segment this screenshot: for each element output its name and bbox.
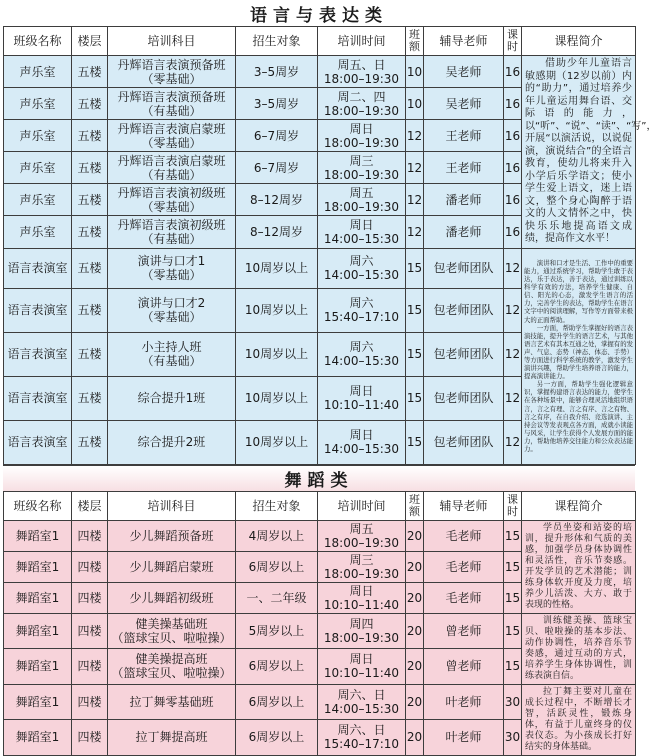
class-name-cell: 语言表演室 <box>4 376 72 420</box>
column-header: 楼层 <box>72 491 108 520</box>
cell-line: 周日 <box>349 217 374 232</box>
cell-line: 14:00–15:30 <box>323 701 400 716</box>
class-name-cell: 语言表演室 <box>4 420 72 464</box>
column-header: 招生对象 <box>236 491 318 520</box>
dance-section-title: 舞蹈类 <box>3 465 635 491</box>
class-name-cell: 舞蹈室1 <box>4 649 72 685</box>
time-cell <box>318 613 406 649</box>
class-size-cell: 12 <box>406 216 424 248</box>
cell-line: 综合提升2班 <box>137 435 206 449</box>
cell-line: （篮球宝贝、啦啦操） <box>111 630 232 645</box>
floor-cell: 五楼 <box>72 88 108 120</box>
hours-cell: 30 <box>504 720 522 756</box>
cell-line: （有基础） <box>141 354 202 368</box>
description-paragraph: 借助少年儿童语言敏感期（12岁以前）内的“助力”，通过培养少年儿童运用舞台语、交际语的能力，以“听”、“说”、“读”、“写”，开展“以演活说，以说促演，演说结合”的全语言教育，使幼儿将来升入小学后乐学语文；使小学生爱上语文，迷上语文，整个身心陶醉于语文的人文情怀之中，快快乐乐地提高语文成绩，提高作文水平！ <box>525 58 656 244</box>
cell-line: 18:00–19:30 <box>323 535 400 550</box>
hours-cell: 12 <box>504 288 522 332</box>
cell-line: 周六 <box>349 340 374 354</box>
column-header: 课程简介 <box>522 491 636 520</box>
class-size-cell: 20 <box>406 649 424 685</box>
hours-cell: 15 <box>504 613 522 649</box>
column-header: 培训科目 <box>108 27 236 56</box>
target-cell: 10周岁以上 <box>236 248 318 288</box>
description-paragraph: 学员坐姿和站姿的培训，提升形体和气质的美感，加强学员身体协调性和灵活性，音乐节奏感。开发学员的艺术潜能；训练身体软开度及力度，培养少儿活泼、大方、敢于表现的性格。 <box>525 522 632 610</box>
target-cell: 10周岁以上 <box>236 288 318 332</box>
target-cell: 8–12周岁 <box>236 216 318 248</box>
hours-cell: 12 <box>504 420 522 464</box>
course-description-cell <box>522 248 636 464</box>
cell-line: 丹辉语言表演初级班 <box>117 185 226 200</box>
class-size-cell: 15 <box>406 288 424 332</box>
cell-line: 10:10–11:40 <box>323 666 400 681</box>
time-cell <box>318 649 406 685</box>
class-name-cell: 语言表演室 <box>4 288 72 332</box>
teacher-cell: 包老师团队 <box>424 376 504 420</box>
cell-line: 拉丁舞提高班 <box>135 730 208 745</box>
teacher-cell: 包老师团队 <box>424 248 504 288</box>
teacher-cell: 包老师团队 <box>424 332 504 376</box>
class-name-cell: 声乐室 <box>4 88 72 120</box>
floor-cell: 五楼 <box>72 120 108 152</box>
time-cell <box>318 184 406 216</box>
time-cell <box>318 152 406 184</box>
floor-cell: 五楼 <box>72 332 108 376</box>
subject-cell <box>108 216 236 248</box>
subject-cell <box>108 120 236 152</box>
cell-line: 10:10–11:40 <box>323 597 400 612</box>
column-header: 班级名称 <box>4 27 72 56</box>
class-size-cell: 15 <box>406 248 424 288</box>
hours-cell: 12 <box>504 376 522 420</box>
target-cell: 6–7周岁 <box>236 152 318 184</box>
cell-line: 周日 <box>349 583 374 598</box>
time-cell <box>318 582 406 613</box>
language-table-header <box>4 27 636 56</box>
class-size-cell: 20 <box>406 613 424 649</box>
target-cell: 10周岁以上 <box>236 332 318 376</box>
class-name-cell: 舞蹈室1 <box>4 582 72 613</box>
cell-line: 拉丁舞零基础班 <box>129 694 214 709</box>
cell-line: 小主持人班 <box>141 340 202 354</box>
class-size-cell: 20 <box>406 684 424 720</box>
cell-line: 周日 <box>349 428 374 442</box>
cell-line: 少儿舞蹈启蒙班 <box>129 559 214 574</box>
cell-line: 周日 <box>349 652 374 667</box>
class-size-cell: 20 <box>406 720 424 756</box>
cell-line: 周二、四 <box>337 89 386 104</box>
teacher-cell: 包老师团队 <box>424 420 504 464</box>
class-name-cell: 语言表演室 <box>4 248 72 288</box>
class-size-cell: 15 <box>406 332 424 376</box>
cell-line: （有基础） <box>141 103 202 118</box>
hours-cell: 16 <box>504 56 522 88</box>
target-cell: 8–12周岁 <box>236 184 318 216</box>
description-paragraph: 训练健美操、篮球宝贝、啦啦操的基本步法、动作协调性，培养音乐节奏感，通过互动的方式，培养学生身体协调性，训练表演自信。 <box>525 615 632 681</box>
floor-cell: 五楼 <box>72 420 108 464</box>
column-header: 班额 <box>406 491 424 520</box>
course-description-cell <box>522 684 636 755</box>
time-cell <box>318 288 406 332</box>
teacher-cell: 包老师团队 <box>424 288 504 332</box>
cell-line: 丹辉语言表演启蒙班 <box>117 153 226 168</box>
subject-cell <box>108 613 236 649</box>
subject-cell <box>108 551 236 582</box>
cell-line: （零基础） <box>141 268 202 282</box>
class-size-cell: 12 <box>406 184 424 216</box>
cell-line: 周日 <box>349 384 374 398</box>
floor-cell: 四楼 <box>72 720 108 756</box>
target-cell: 10周岁以上 <box>236 376 318 420</box>
hours-cell: 16 <box>504 120 522 152</box>
cell-line: 周六、日 <box>337 687 386 702</box>
cell-line: 健美操提高班 <box>135 652 208 667</box>
column-header: 招生对象 <box>236 27 318 56</box>
cell-line: 少儿舞蹈初级班 <box>129 590 214 605</box>
class-size-cell: 12 <box>406 152 424 184</box>
class-name-cell: 声乐室 <box>4 152 72 184</box>
target-cell: 6–7周岁 <box>236 120 318 152</box>
class-name-cell: 语言表演室 <box>4 332 72 376</box>
teacher-cell: 叶老师 <box>424 720 504 756</box>
class-size-cell: 20 <box>406 551 424 582</box>
cell-line: 综合提升1班 <box>137 391 206 405</box>
cell-line: 10:10–11:40 <box>323 398 400 412</box>
time-cell <box>318 684 406 720</box>
subject-cell <box>108 152 236 184</box>
cell-line: 丹辉语言表演预备班 <box>117 89 226 104</box>
teacher-cell: 叶老师 <box>424 684 504 720</box>
hours-cell: 30 <box>504 684 522 720</box>
description-paragraph: 演讲和口才是生活、工作中的重要能力，通过系统学习，帮助学生敢于表达，乐于表达，善于表达，通过训练以科学有效的方法，培养学生健康、自信、阳光的心态，激发学生语言的活力，完善学生的表达，帮助学生在语言文字中的阅读理解，写作等方面带来极大的正面帮助。 <box>524 258 633 324</box>
subject-cell <box>108 56 236 88</box>
cell-line: 15:40–17:10 <box>323 310 400 324</box>
cell-line: 18:00–19:30 <box>323 135 400 150</box>
teacher-cell: 毛老师 <box>424 551 504 582</box>
cell-line: 少儿舞蹈预备班 <box>129 528 214 543</box>
floor-cell: 五楼 <box>72 288 108 332</box>
cell-line: （零基础） <box>141 199 202 214</box>
time-cell <box>318 520 406 551</box>
teacher-cell: 毛老师 <box>424 582 504 613</box>
cell-line: 周六 <box>349 254 374 268</box>
hours-cell: 12 <box>504 332 522 376</box>
time-cell <box>318 420 406 464</box>
cell-line: 周六 <box>349 296 374 310</box>
class-name-cell: 舞蹈室1 <box>4 684 72 720</box>
floor-cell: 五楼 <box>72 216 108 248</box>
floor-cell: 五楼 <box>72 376 108 420</box>
cell-line: （零基础） <box>141 135 202 150</box>
cell-line: 18:00–19:30 <box>323 167 400 182</box>
class-size-cell: 15 <box>406 376 424 420</box>
cell-line: 周五、日 <box>337 57 386 72</box>
cell-line: 14:00–15:30 <box>323 268 400 282</box>
subject-cell <box>108 184 236 216</box>
course-description-cell <box>522 520 636 613</box>
column-header: 楼层 <box>72 27 108 56</box>
floor-cell: 四楼 <box>72 649 108 685</box>
class-name-cell: 舞蹈室1 <box>4 720 72 756</box>
teacher-cell: 吴老师 <box>424 56 504 88</box>
floor-cell: 四楼 <box>72 551 108 582</box>
cell-line: （有基础） <box>141 231 202 246</box>
floor-cell: 五楼 <box>72 184 108 216</box>
target-cell: 5周岁以上 <box>236 613 318 649</box>
subject-cell <box>108 248 236 288</box>
subject-cell <box>108 582 236 613</box>
target-cell: 10周岁以上 <box>236 420 318 464</box>
cell-line: （零基础） <box>141 71 202 86</box>
teacher-cell: 毛老师 <box>424 520 504 551</box>
dance-table-header <box>4 491 636 520</box>
column-header: 班级名称 <box>4 491 72 520</box>
class-name-cell: 声乐室 <box>4 216 72 248</box>
table-row <box>4 56 636 88</box>
column-header: 培训时间 <box>318 491 406 520</box>
language-course-table <box>3 26 656 465</box>
floor-cell: 五楼 <box>72 248 108 288</box>
subject-cell <box>108 332 236 376</box>
hours-cell: 12 <box>504 248 522 288</box>
hours-cell: 15 <box>504 551 522 582</box>
class-size-cell: 20 <box>406 582 424 613</box>
time-cell <box>318 120 406 152</box>
floor-cell: 四楼 <box>72 582 108 613</box>
dance-course-table <box>3 491 636 756</box>
floor-cell: 四楼 <box>72 684 108 720</box>
description-paragraph: 拉丁舞主要对儿童在成长过程中，不断增长才智，活跃灵性，锻炼身体，有益于儿童终身的仪表仪态。为小孩成长打好结实的身体基础。 <box>525 686 632 752</box>
class-name-cell: 舞蹈室1 <box>4 613 72 649</box>
subject-cell <box>108 684 236 720</box>
course-description-cell <box>522 613 636 684</box>
hours-cell: 15 <box>504 582 522 613</box>
cell-line: 健美操基础班 <box>135 616 208 631</box>
floor-cell: 五楼 <box>72 56 108 88</box>
time-cell <box>318 720 406 756</box>
cell-line: 14:00–15:30 <box>323 442 400 456</box>
cell-line: 18:00–19:30 <box>323 103 400 118</box>
table-row <box>4 248 636 288</box>
time-cell <box>318 332 406 376</box>
time-cell <box>318 88 406 120</box>
class-size-cell: 10 <box>406 88 424 120</box>
cell-line: 14:00–15:30 <box>323 231 400 246</box>
teacher-cell: 潘老师 <box>424 184 504 216</box>
hours-cell: 16 <box>504 88 522 120</box>
cell-line: 18:00–19:30 <box>323 566 400 581</box>
cell-line: 18:00–19:30 <box>323 630 400 645</box>
subject-cell <box>108 88 236 120</box>
cell-line: 周日 <box>349 121 374 136</box>
hours-cell: 16 <box>504 216 522 248</box>
time-cell <box>318 376 406 420</box>
target-cell: 6周岁以上 <box>236 649 318 685</box>
language-section-title: 语言与表达类 <box>3 0 635 26</box>
subject-cell <box>108 720 236 756</box>
class-name-cell: 声乐室 <box>4 184 72 216</box>
time-cell <box>318 216 406 248</box>
cell-line: 演讲与口才2 <box>137 296 206 310</box>
target-cell: 6周岁以上 <box>236 720 318 756</box>
hours-cell: 16 <box>504 184 522 216</box>
cell-line: 丹辉语言表演启蒙班 <box>117 121 226 136</box>
subject-cell <box>108 420 236 464</box>
time-cell <box>318 551 406 582</box>
cell-line: 周三 <box>349 153 374 168</box>
hours-cell: 16 <box>504 152 522 184</box>
cell-line: （零基础） <box>141 310 202 324</box>
class-size-cell: 10 <box>406 56 424 88</box>
description-paragraph: 一方面，帮助学生掌握好的语言表演技能，提升学生的语言艺术，与其他语言艺术有其本互通之处，掌握有的发声、气息、态势（神态、体态、手势）等方面进行科学系统的教学，激发学生演讲兴趣，帮助学生培养语言的能力，提高演讲能力。 <box>524 323 633 381</box>
class-size-cell: 20 <box>406 520 424 551</box>
cell-line: 丹辉语言表演预备班 <box>117 57 226 72</box>
cell-line: 18:00–19:30 <box>323 199 400 214</box>
course-description-cell <box>522 56 656 249</box>
column-header: 辅导老师 <box>424 491 504 520</box>
cell-line: 14:00–15:30 <box>323 354 400 368</box>
table-row <box>4 684 636 720</box>
column-header: 培训科目 <box>108 491 236 520</box>
floor-cell: 四楼 <box>72 520 108 551</box>
subject-cell <box>108 288 236 332</box>
target-cell: 4周岁以上 <box>236 520 318 551</box>
target-cell: 6周岁以上 <box>236 551 318 582</box>
subject-cell <box>108 649 236 685</box>
class-size-cell: 12 <box>406 120 424 152</box>
cell-line: 周四 <box>349 616 374 631</box>
description-paragraph: 另一方面，帮助学生强化逻辑意识，掌握构建语言表达的能力，使学生在各种场景中，能够合理灵活地组织语言，言之有理、言之有序、言之有物、言之有序，在自我介绍、竞选演讲、主持会议等发表观点各方面，成就小读能与风采，让学生获得个人发展方面的能力，帮助他培养交往能力和公众表达能力。 <box>524 380 633 454</box>
target-cell: 3–5周岁 <box>236 88 318 120</box>
table-row <box>4 613 636 649</box>
subject-cell <box>108 520 236 551</box>
class-name-cell: 舞蹈室1 <box>4 551 72 582</box>
class-name-cell: 声乐室 <box>4 120 72 152</box>
time-cell <box>318 56 406 88</box>
teacher-cell: 王老师 <box>424 120 504 152</box>
class-size-cell: 15 <box>406 420 424 464</box>
target-cell: 6周岁以上 <box>236 684 318 720</box>
cell-line: 丹辉语言表演初级班 <box>117 217 226 232</box>
target-cell: 3–5周岁 <box>236 56 318 88</box>
cell-line: （有基础） <box>141 167 202 182</box>
cell-line: 周五 <box>349 521 374 536</box>
teacher-cell: 曾老师 <box>424 613 504 649</box>
teacher-cell: 曾老师 <box>424 649 504 685</box>
cell-line: 周三 <box>349 552 374 567</box>
teacher-cell: 潘老师 <box>424 216 504 248</box>
floor-cell: 五楼 <box>72 152 108 184</box>
hours-cell: 15 <box>504 520 522 551</box>
cell-line: 18:00–19:30 <box>323 71 400 86</box>
column-header: 课时 <box>504 491 522 520</box>
column-header: 班额 <box>406 27 424 56</box>
cell-line: 周五 <box>349 185 374 200</box>
cell-line: 演讲与口才1 <box>137 254 206 268</box>
column-header: 课时 <box>504 27 522 56</box>
column-header: 培训时间 <box>318 27 406 56</box>
class-name-cell: 声乐室 <box>4 56 72 88</box>
hours-cell: 15 <box>504 649 522 685</box>
teacher-cell: 吴老师 <box>424 88 504 120</box>
class-name-cell: 舞蹈室1 <box>4 520 72 551</box>
column-header: 课程简介 <box>522 27 636 56</box>
subject-cell <box>108 376 236 420</box>
table-row <box>4 520 636 551</box>
teacher-cell: 王老师 <box>424 152 504 184</box>
target-cell: 一、二年级 <box>236 582 318 613</box>
floor-cell: 四楼 <box>72 613 108 649</box>
cell-line: 周六、日 <box>337 723 386 738</box>
cell-line: （篮球宝贝、啦啦操） <box>111 666 232 681</box>
cell-line: 15:40–17:10 <box>323 737 400 752</box>
time-cell <box>318 248 406 288</box>
column-header: 辅导老师 <box>424 27 504 56</box>
